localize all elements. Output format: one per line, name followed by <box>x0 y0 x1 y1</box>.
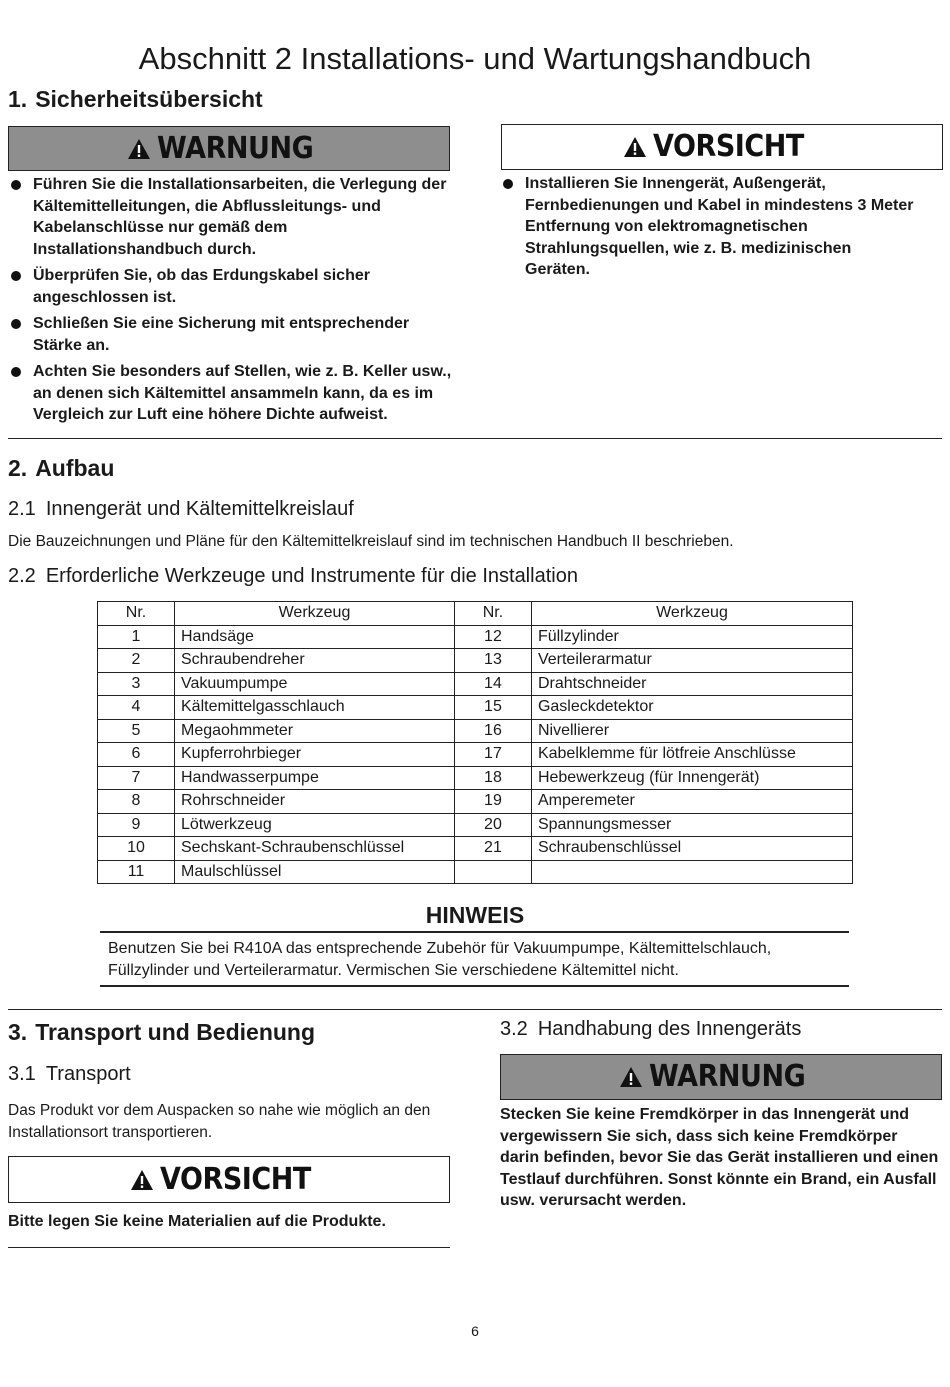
bullet-icon <box>11 367 21 377</box>
tool-name-cell: Maulschlüssel <box>175 860 455 884</box>
column-header: Werkzeug <box>175 602 455 626</box>
paragraph: Die Bauzeichnungen und Pläne für den Kältemittelkreislauf sind im technischen Handbuch II beschrieben. <box>8 533 734 550</box>
tool-name-cell: Kupferrohrbieger <box>175 743 455 767</box>
tool-number-cell: 4 <box>98 696 175 720</box>
tool-name-cell: Füllzylinder <box>531 625 852 649</box>
hinweis-note: Benutzen Sie bei R410A das entsprechende Zubehör für Vakuumpumpe, Kältemittelschlauch, Füllzylinder und Verteilerarmatur. Vermischen Sie verschiedene Kältemittel nicht. <box>100 931 849 987</box>
tool-number-cell: 19 <box>454 790 531 814</box>
table-row <box>98 649 853 673</box>
tool-number-cell <box>454 860 531 884</box>
column-header: Nr. <box>98 602 175 626</box>
tool-number-cell: 20 <box>454 813 531 837</box>
tool-name-cell: Lötwerkzeug <box>175 813 455 837</box>
table-row <box>98 860 853 884</box>
tool-name-cell: Schraubendreher <box>175 649 455 673</box>
list-item: Überprüfen Sie, ob das Erdungskabel sicher angeschlossen ist. <box>8 265 453 308</box>
tool-name-cell: Drahtschneider <box>531 672 852 696</box>
tool-number-cell: 8 <box>98 790 175 814</box>
divider <box>8 1247 450 1248</box>
tool-number-cell: 1 <box>98 625 175 649</box>
tool-name-cell: Handwasserpumpe <box>175 766 455 790</box>
tool-name-cell: Kabelklemme für lötfreie Anschlüsse <box>531 743 852 767</box>
tool-name-cell: Sechskant-Schraubenschlüssel <box>175 837 455 861</box>
tool-number-cell: 12 <box>454 625 531 649</box>
tool-number-cell: 15 <box>454 696 531 720</box>
tool-name-cell: Schraubenschlüssel <box>531 837 852 861</box>
warning-banner <box>8 126 450 171</box>
tool-number-cell: 5 <box>98 719 175 743</box>
table-row <box>98 790 853 814</box>
tool-number-cell: 7 <box>98 766 175 790</box>
warning-triangle-icon <box>619 1066 643 1088</box>
hinweis-title: HINWEIS <box>425 902 525 928</box>
paragraph: Das Produkt vor dem Auspacken so nahe wie möglich an den Installationsort transportieren. <box>8 1102 431 1141</box>
warning-banner <box>500 1054 942 1100</box>
tool-number-cell: 6 <box>98 743 175 767</box>
table-row <box>98 625 853 649</box>
table-row <box>98 719 853 743</box>
list-item: Führen Sie die Installationsarbeiten, die Verlegung der Kältemittelleitungen, die Abflussleitungs- und Kabelanschlüsse nur gemäß dem Installationshandbuch durch. <box>8 174 453 260</box>
divider <box>8 438 942 439</box>
subsection-3-2-heading: 3.2 Handhabung des Innengeräts <box>500 1018 802 1040</box>
table-header-row <box>98 602 853 626</box>
table-row <box>98 766 853 790</box>
section-2-heading: 2. Aufbau <box>8 455 115 481</box>
warning-triangle-icon <box>623 136 647 158</box>
warning-label: WARNUNG <box>649 1059 806 1094</box>
tool-name-cell: Spannungsmesser <box>531 813 852 837</box>
table-row <box>98 696 853 720</box>
tool-name-cell: Nivellierer <box>531 719 852 743</box>
tool-number-cell: 2 <box>98 649 175 673</box>
tool-name-cell: Rohrschneider <box>175 790 455 814</box>
tool-number-cell: 18 <box>454 766 531 790</box>
tool-name-cell: Gasleckdetektor <box>531 696 852 720</box>
column-header: Werkzeug <box>531 602 852 626</box>
caution-banner <box>501 124 943 170</box>
subsection-2-2-heading: 2.2 Erforderliche Werkzeuge und Instrumente für die Installation <box>8 565 578 587</box>
warning-text: Stecken Sie keine Fremdkörper in das Innengerät und vergewissern Sie sich, dass sich keine Fremdkörper darin befinden, bevor Sie das Gerät installieren und einen Testlauf durchführen. Sonst könnte ein Brand, ein Ausfall usw. verursacht werden. <box>500 1106 939 1209</box>
tool-number-cell: 21 <box>454 837 531 861</box>
tool-name-cell: Kältemittelgasschlauch <box>175 696 455 720</box>
list-item: Achten Sie besonders auf Stellen, wie z. B. Keller usw., an denen sich Kältemittel ansammeln kann, da es im Vergleich zur Luft eine höhere Dichte aufweist. <box>8 361 453 426</box>
warning-label: WARNUNG <box>157 130 314 166</box>
tool-name-cell: Megaohmmeter <box>175 719 455 743</box>
section-number: 1. <box>8 86 28 112</box>
tool-name-cell: Hebewerkzeug (für Innengerät) <box>531 766 852 790</box>
bullet-icon <box>11 271 21 281</box>
section-title: Sicherheitsübersicht <box>35 86 263 112</box>
section-1-heading <box>8 85 263 113</box>
tool-number-cell: 9 <box>98 813 175 837</box>
table-row <box>98 743 853 767</box>
table-row <box>98 813 853 837</box>
table-row <box>98 672 853 696</box>
caution-text: Bitte legen Sie keine Materialien auf die Produkte. <box>8 1213 386 1230</box>
divider <box>8 1009 942 1010</box>
tool-name-cell: Vakuumpumpe <box>175 672 455 696</box>
table-row <box>98 837 853 861</box>
tool-number-cell: 11 <box>98 860 175 884</box>
warning-triangle-icon <box>127 138 151 160</box>
bullet-icon <box>503 179 513 189</box>
tool-number-cell: 10 <box>98 837 175 861</box>
caution-banner <box>8 1156 450 1203</box>
tool-name-cell <box>531 860 852 884</box>
caution-label: VORSICHT <box>160 1161 312 1197</box>
warning-list <box>8 174 453 431</box>
tools-table <box>97 601 853 884</box>
caution-list <box>500 173 920 286</box>
tool-number-cell: 16 <box>454 719 531 743</box>
section-3-heading: 3. Transport und Bedienung <box>8 1019 316 1045</box>
page-title: Abschnitt 2 Installations- und Wartungshandbuch <box>138 41 812 76</box>
column-header: Nr. <box>454 602 531 626</box>
caution-label: VORSICHT <box>653 129 805 164</box>
warning-triangle-icon <box>130 1169 154 1191</box>
tool-number-cell: 17 <box>454 743 531 767</box>
list-item: Installieren Sie Innengerät, Außengerät, Fernbedienungen und Kabel in mindestens 3 Meter Entfernung von elektromagnetischen Strahlungsquellen, wie z. B. medizinischen Geräten. <box>500 173 920 281</box>
list-item: Schließen Sie eine Sicherung mit entsprechender Stärke an. <box>8 313 453 356</box>
tool-number-cell: 14 <box>454 672 531 696</box>
tool-number-cell: 13 <box>454 649 531 673</box>
tool-number-cell: 3 <box>98 672 175 696</box>
bullet-icon <box>11 319 21 329</box>
tool-name-cell: Handsäge <box>175 625 455 649</box>
page-number: 6 <box>471 1323 479 1339</box>
subsection-2-1-heading: 2.1 Innengerät und Kältemittelkreislauf <box>8 498 354 520</box>
subsection-3-1-heading: 3.1 Transport <box>8 1063 131 1085</box>
bullet-icon <box>11 180 21 190</box>
tool-name-cell: Verteilerarmatur <box>531 649 852 673</box>
tool-name-cell: Amperemeter <box>531 790 852 814</box>
